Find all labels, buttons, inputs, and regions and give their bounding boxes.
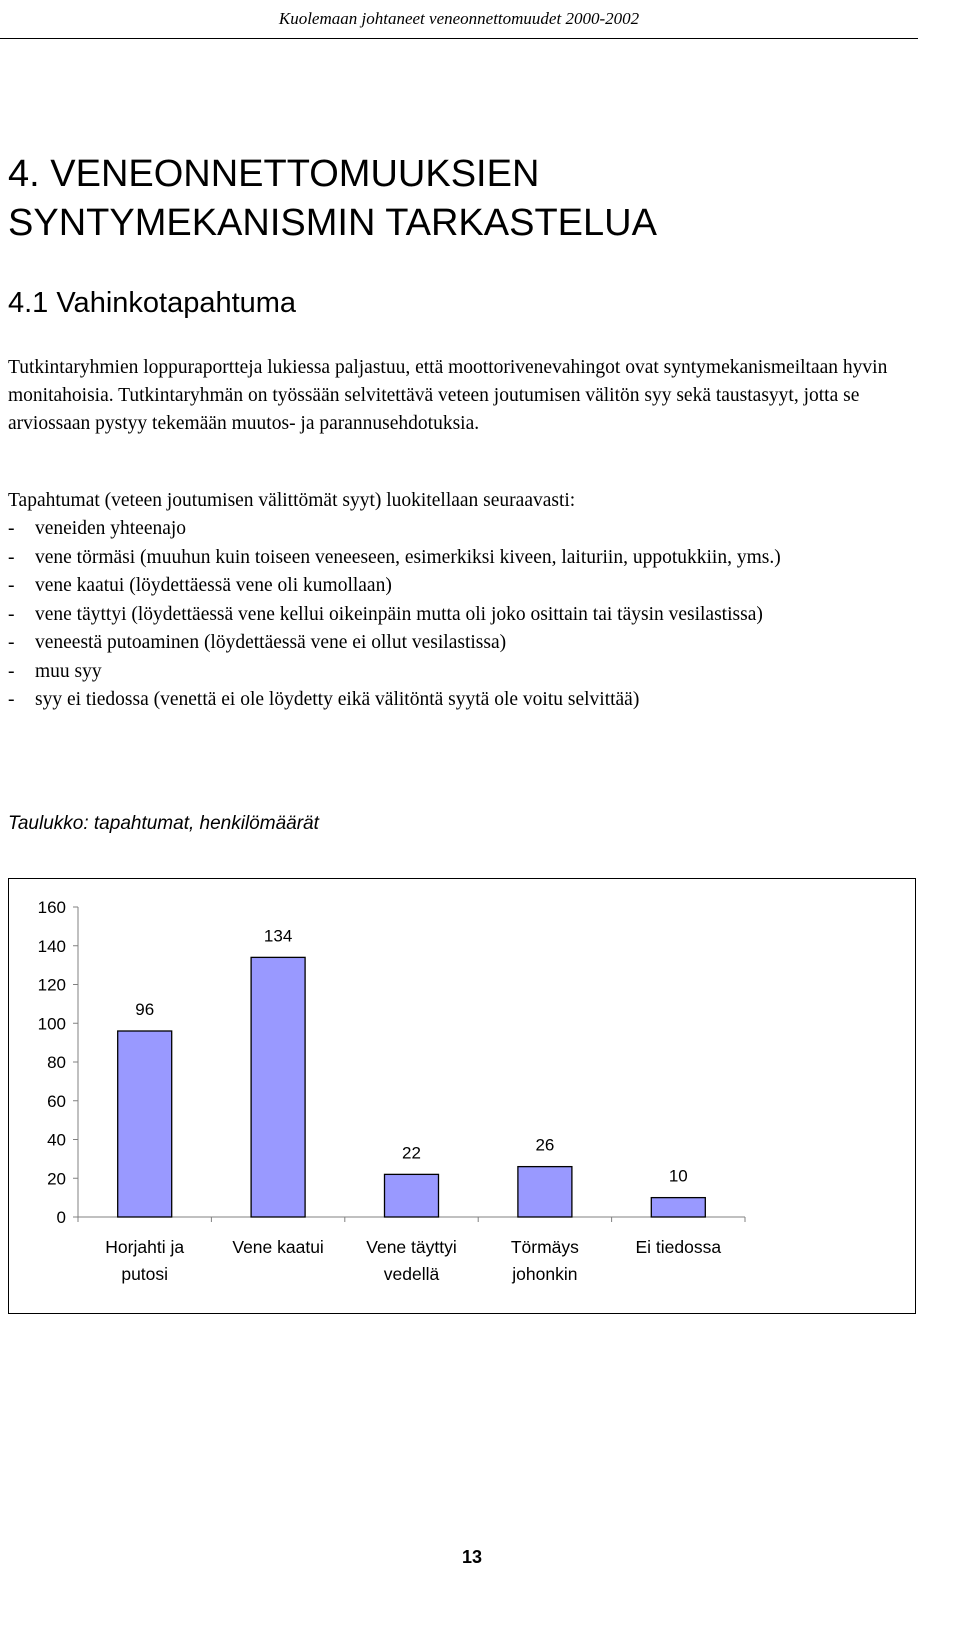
list-item-text: muu syy: [35, 660, 102, 682]
bar: [518, 1167, 572, 1217]
table-caption: Taulukko: tapahtumat, henkilömäärät: [8, 813, 319, 834]
list-dash: -: [8, 603, 15, 625]
y-tick-label: 160: [37, 898, 66, 917]
list-item: [8, 572, 920, 601]
category-label: Horjahti ja: [105, 1237, 185, 1257]
page-number: 13: [461, 1547, 483, 1567]
data-label: 22: [402, 1143, 421, 1163]
bar: [651, 1198, 705, 1217]
list-dash: -: [8, 518, 15, 539]
list-item: [8, 629, 920, 658]
list-item: [8, 601, 920, 630]
running-title: Kuolemaan johtaneet veneonnettomuudet 2000-2002: [278, 9, 640, 28]
list-item-text: vene täyttyi (löydettäessä vene kellui oikeinpäin mutta oli joko osittain tai täysin vesilastissa): [35, 603, 763, 625]
category-label: Vene täyttyi: [366, 1237, 457, 1257]
y-tick-label: 0: [56, 1208, 66, 1227]
chapter-heading-line1: 4. VENEONNETTOMUUKSIEN: [8, 153, 540, 195]
event-type-list: [8, 515, 920, 715]
list-item-text: veneestä putoaminen (löydettäessä vene ei ollut vesilastissa): [35, 632, 507, 653]
data-label: 10: [668, 1166, 688, 1186]
data-label: 134: [263, 926, 293, 946]
y-tick-label: 140: [37, 936, 66, 956]
list-item-text: vene kaatui (löydettäessä vene oli kumollaan): [35, 575, 392, 596]
data-label: 26: [535, 1135, 555, 1155]
list-item: [8, 658, 920, 687]
y-tick-label: 120: [37, 975, 66, 995]
bar-chart-frame: [8, 878, 916, 1314]
list-item: [8, 544, 920, 573]
y-tick-label: 60: [47, 1091, 66, 1111]
chapter-heading: [8, 150, 657, 248]
category-label: Vene kaatui: [232, 1237, 324, 1257]
list-dash: -: [8, 575, 15, 596]
list-dash: -: [8, 689, 15, 710]
bar: [385, 1174, 439, 1217]
running-header: [0, 0, 918, 39]
bar: [118, 1031, 172, 1217]
list-item-text: syy ei tiedossa (venettä ei ole löydetty eikä välitöntä syytä ole voitu selvittää): [35, 689, 640, 710]
list-item: [8, 515, 920, 544]
y-tick-label: 40: [47, 1130, 66, 1150]
list-dash: -: [8, 546, 15, 568]
y-tick-label: 20: [47, 1169, 66, 1189]
category-label: Törmäys: [510, 1237, 579, 1257]
chapter-heading-line2: SYNTYMEKANISMIN TARKASTELUA: [8, 202, 657, 244]
category-label: putosi: [121, 1264, 169, 1284]
bar: [251, 957, 305, 1217]
list-dash: -: [8, 660, 15, 682]
y-tick-label: 80: [47, 1053, 66, 1072]
list-dash: -: [8, 632, 15, 653]
data-label: 96: [135, 1000, 155, 1019]
category-label: vedellä: [383, 1264, 440, 1284]
intro-paragraph: Tutkintaryhmien loppuraportteja lukiessa paljastuu, että moottorivenevahingot ovat syntymekanismeiltaan hyvin monitahoisia. Tutkintaryhmän on työssään selvitettävä veteen joutumisen välitön syy sekä taustasyyt, jotta se arviossaan pystyy tekemään muutos- ja parannusehdotuksia.: [8, 357, 888, 434]
section-heading: 4.1 Vahinkotapahtuma: [8, 287, 297, 319]
list-item-text: vene törmäsi (muuhun kuin toiseen veneeseen, esimerkiksi kiveen, laituriin, uppotukkiin, yms.): [35, 546, 781, 568]
category-label: johonkin: [512, 1264, 578, 1284]
classification-intro: Tapahtumat (veteen joutumisen välittömät syyt) luokitellaan seuraavasti:: [8, 490, 576, 511]
list-item-text: veneiden yhteenajo: [35, 518, 187, 539]
category-label: Ei tiedossa: [635, 1237, 722, 1257]
y-tick-label: 100: [37, 1014, 66, 1034]
list-item: [8, 686, 920, 715]
bar-chart: [9, 879, 915, 1313]
